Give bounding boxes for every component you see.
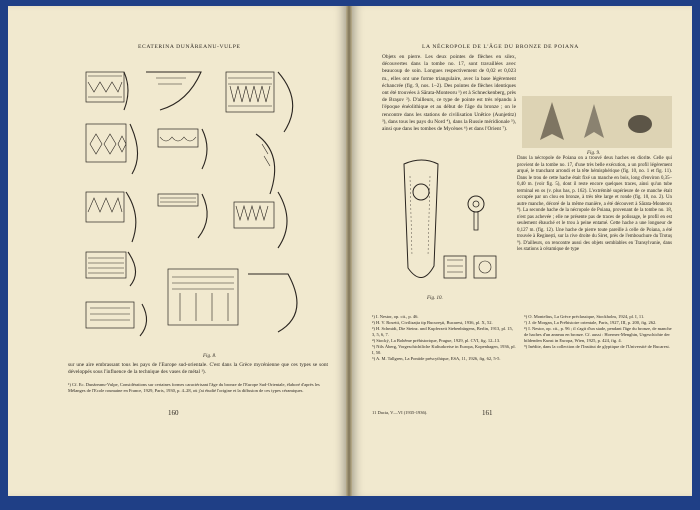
arrowheads-photo [522,96,672,148]
right-page-number: 161 [482,409,493,417]
left-page [8,6,346,496]
bone-tube [444,256,496,278]
left-running-header: ECATERINA DUNĂREANU-VULPE [138,44,241,50]
footnote-6: ⁶) A. M. Tallgren, La Pontide préscythique, ESA, 11, 1926, fig. 62, 5-5. [372,356,501,361]
sherd-11 [168,269,238,325]
axe-figure-10 [382,156,512,301]
figure-10-caption: Fig. 10. [427,296,443,301]
sherd-10 [86,252,136,286]
footnote-4: ⁴) Stocký, La Bohême préhistorique, Prague, 1929, pl. CVI, fig. 12–13. [372,338,501,343]
left-page-number: 160 [168,409,179,417]
footnote-9: ⁸) I. Nestor, op. cit., p. 96 ; il s'agit d'un stade, pendant l'âge du bronze, de manche de haches d'un anneau en bronze. Cf. aussi : Hoernes-Menghin, Urgeschichte der bildenden Kunst in Europa, Wien, 1925, p. 424, fig. 4. [524,326,672,343]
sherd-3 [226,72,293,132]
footnote-1: ¹) I. Nestor, op. cit., p. 46. [372,314,419,319]
sherd-1 [86,72,128,110]
footnote-2: ²) H. V. Rosetti, Civilizația tip Bucureşti, Bucarest, 1936, pl. X, 52. [372,320,493,325]
sherd-12 [248,274,297,332]
right-para-haches: Dans la nécropole de Poiana on a trouvé deux haches en diorite. Celle qui provient de la tombe no. 17, d'une très belle exécution, a un profil légèrement arqué, le tranchant arrondi et la tête hémisphérique (fig. 10, no. 1 et fig. 11). Dans le trou de cette hache était fixé un manche en bois, long d'environ 0,35–0,40 m. (voir fig. 5), dont il reste encore quelques traces, ainsi qu'un tube terminal en os (v. plus bas, p. 162). L'extrémité supérieure de ce manche était occupée par un clou en bronze, à très tête large et ronde (fig. 10, no. 2). Un autre manche, décoré de la même manière, a été découvert à Sărata-Monteoru ⁸). La seconde hache de la nécropole de Poiana, provenant de la tombe no. 18, n'est pas achevée ; elle ne présente pas de traces de polissage, le profil en est seulement ébauché et le trou à peine entamé. Cette hache a une longueur de 0,127 m. (fig. 12). Une hache de pierre toute pareille à celle de Poiana, a été trouvée à Reginești, sur la rive droite du Siret, près de l'embouchure du Trotuș ⁹). D'ailleurs, on rencontre aussi des objets semblables en Transylvanie, dans les stations à céramique de type [517,156,672,252]
sherd-8 [158,194,207,238]
figure-8-caption: Fig. 8. [203,354,217,359]
pottery-figure-8 [78,64,328,349]
right-footnotes-col2 [524,314,674,350]
sherd-5 [158,129,207,169]
footnote-10: ⁹) Inédite, dans la collection de l'Institut de glyptique de l'Université de Bucarest. [524,344,670,349]
left-body-text: sur une aire embrassant tous les pays de l'Europe sud-orientale. C'est dans la Grèce mycénienne que ces types se sont développés sous l'influence de la technique des vases de métal ¹). [68,362,328,376]
sherd-4 [86,124,138,174]
footnote-7: ⁶) O. Montelius, La Grèce préclassique, Stockholm, 1924, pl. I, 11. [524,314,645,319]
footnote-8: ⁷) J. de Morgan, La Préhistoire orientale, Paris, 1927, III, p. 200, fig. 262. [524,320,657,325]
sherd-6 [256,134,275,194]
bronze-nail [468,196,484,230]
sherd-9 [234,192,287,248]
figure-9-caption: Fig. 9. [587,151,601,156]
sherd-2 [146,72,201,110]
right-page [352,6,692,496]
stone-axe [404,160,438,278]
right-footnotes-col1 [372,314,517,362]
signature-mark: 11 Dacia, V—VI (1935-1936). [372,410,428,415]
left-footnote: ¹) Cf. Ec. Dunăreanu-Vulpe, Considérations sur certaines formes caractérisant l'âge du bronze de l'Europe Sud-Orientale, élaboré d'après les Mélanges de l'Ecole roumaine en France, 1929, Paris, 1930, p. 4–28, où j'ai étudié l'origine et la diffusion de ces types céramiques. [68,382,320,393]
right-running-header: LA NÉCROPOLE DE L'ÂGE DU BRONZE DE POIANA [422,44,579,50]
right-para-objets-pierre: Objets en pierre. Les deux pointes de flèches en silex, découvertes dans la tombe no. 17, sont travaillées avec beaucoup de soin. Longues respectivement de 0,02 et 0,023 m., elles ont une forme triangulaire, avec la base légèrement échancrée (fig. 9, nos. 1–2). Des pointes de flèches identiques ont été trouvées à Sărata-Monteoru ¹) et à Schneckenberg, près de Braşov ²). D'ailleurs, ce type de pointe est très répandu à l'époque énéolithique et au début de l'âge du bronze ; on le rencontre dans les stations de civilisation Unětice (Aunjetitz) ³), dans tous les pays du Nord ⁴), dans la Russie méridionale ⁵), ainsi que dans les tombes de Mycènes ⁶) et dans l'Orient ⁷). [382,54,516,133]
sherd-13 [86,302,147,336]
sherd-7 [86,192,136,242]
footnote-3: ³) H. Schmidt, Die Steinz. und Kupferzeit Siebenbürgens, Berlin, 1913, pl. 15, 3, 5, 6, 7. [372,326,513,337]
stone-sample [628,115,652,133]
footnote-5: ⁵) Nils Åberg, Vorgeschichtliche Kulturkreise in Europa, Kopenhagen, 1936, pl. I, 50. [372,344,516,355]
